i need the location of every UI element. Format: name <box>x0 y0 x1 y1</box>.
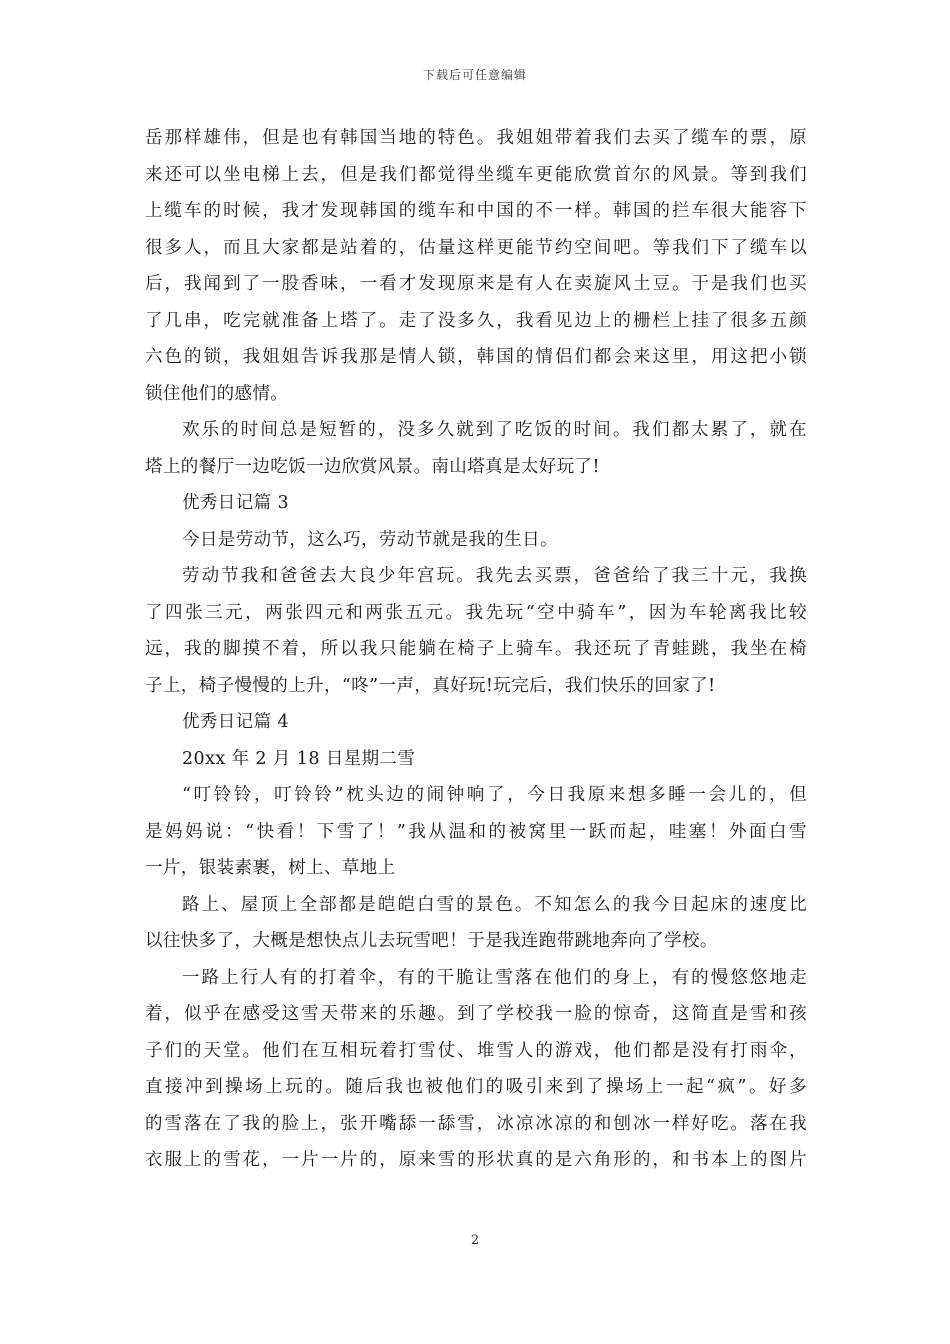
section-heading: 优秀日记篇 3 <box>182 493 289 513</box>
body-line: 以往快多了，大概是想快点儿去玩雪吧！于是我连跑带跳地奔向了学校。 <box>145 931 718 951</box>
body-line: 了几串，吃完就准备上塔了。走了没多久，我看见边上的栅栏上挂了很多五颜 <box>145 310 807 331</box>
paragraph-first-line: 路上、屋顶上全部都是皑皑白雪的景色。不知怎么的我今日起床的速度比 <box>182 894 807 915</box>
body-line: 后，我闻到了一股香味，一看才发现原来是有人在卖旋风土豆。于是我们也买 <box>145 274 807 294</box>
body-line: 锁住他们的感情。 <box>145 383 289 404</box>
body-line: 一片，银装素裹，树上、草地上 <box>145 858 396 878</box>
page-header: 下载后可任意编辑 <box>422 68 527 82</box>
body-line: 子上，椅子慢慢的上升，“咚”一声，真好玩!玩完后，我们快乐的回家了! <box>145 675 716 696</box>
document-body <box>145 120 807 1179</box>
body-line: 来还可以坐电梯上去，但是我们都觉得坐缆车更能欣赏首尔的风景。等到我们 <box>145 164 807 185</box>
body-line: 上缆车的时候，我才发现韩国的缆车和中国的不一样。韩国的拦车很大能容下 <box>145 201 807 221</box>
body-line: 的雪落在了我的脸上，张开嘴舔一舔雪，冰凉冰凉的和刨冰一样好吃。落在我 <box>145 1113 807 1134</box>
body-line: 着，似乎在感受这雪天带来的乐趣。到了学校我一脸的惊奇，这简直是雪和孩 <box>145 1004 807 1024</box>
body-line: 六色的锁，我姐姐告诉我那是情人锁，韩国的情侣们都会来这里，用这把小锁 <box>145 347 807 367</box>
body-line: 远，我的脚摸不着，所以我只能躺在椅子上骑车。我还玩了青蛙跳，我坐在椅 <box>145 639 807 659</box>
section-heading: 优秀日记篇 4 <box>182 712 289 732</box>
body-line: 衣服上的雪花，一片一片的，原来雪的形状真的是六角形的，和书本上的图片 <box>145 1150 807 1170</box>
body-line: 了四张三元，两张四元和两张五元。我先玩“空中骑车”，因为车轮离我比较 <box>145 602 807 623</box>
body-line: 塔上的餐厅一边吃饭一边欣赏风景。南山塔真是太好玩了! <box>145 456 600 477</box>
page-number: 2 <box>470 1233 480 1248</box>
diary-date: 20xx 年 2 月 18 日星期二雪 <box>182 748 416 769</box>
body-line: 很多人，而且大家都是站着的，估量这样更能节约空间吧。等我们下了缆车以 <box>145 237 807 258</box>
body-line: 岳那样雄伟，但是也有韩国当地的特色。我姐姐带着我们去买了缆车的票，原 <box>145 128 807 148</box>
body-line: 子们的天堂。他们在互相玩着打雪仗、堆雪人的游戏，他们都是没有打雨伞， <box>145 1040 807 1061</box>
body-line: 直接冲到操场上玩的。随后我也被他们的吸引来到了操场上一起“疯”。好多 <box>145 1077 807 1097</box>
paragraph-first-line: 一路上行人有的打着伞，有的干脆让雪落在他们的身上，有的慢悠悠地走 <box>182 967 807 988</box>
paragraph-first-line: 欢乐的时间总是短暂的，没多久就到了吃饭的时间。我们都太累了，就在 <box>182 420 807 440</box>
body-line: 是妈妈说：“快看！下雪了！”我从温和的被窝里一跃而起，哇塞！外面白雪 <box>145 821 807 842</box>
paragraph-first-line: 劳动节我和爸爸去大良少年宫玩。我先去买票，爸爸给了我三十元，我换 <box>182 566 807 586</box>
paragraph-first-line: 今日是劳动节，这么巧，劳动节就是我的生日。 <box>182 529 558 550</box>
paragraph-first-line: “叮铃铃，叮铃铃”枕头边的闹钟响了，今日我原来想多睡一会儿的，但 <box>182 785 807 805</box>
